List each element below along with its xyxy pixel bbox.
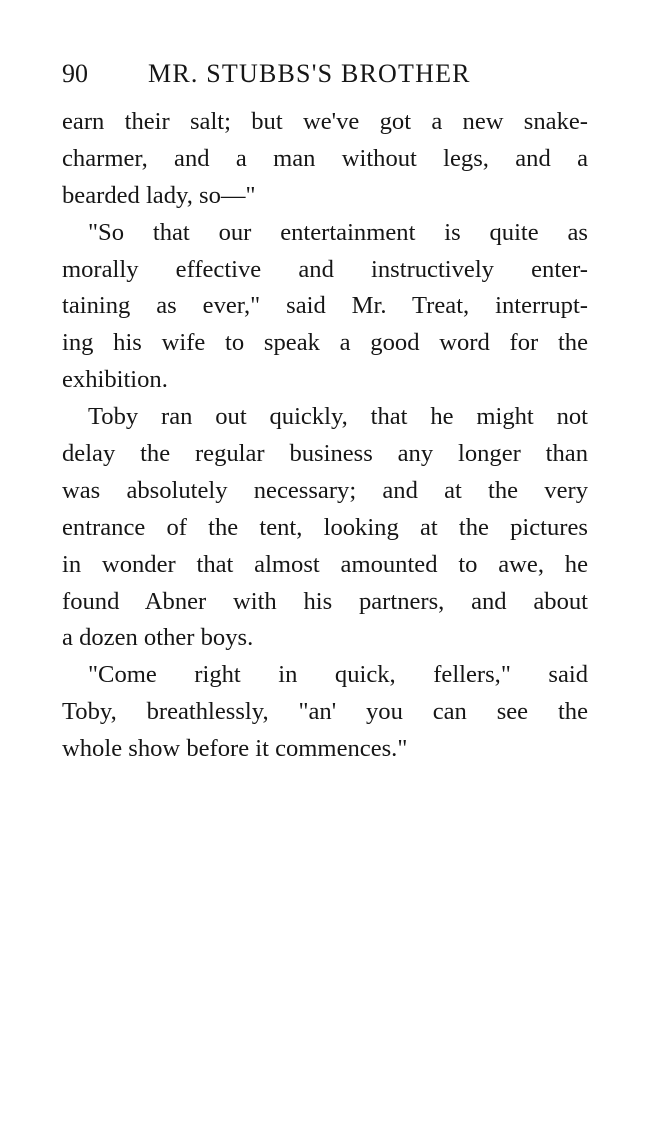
paragraph-2	[62, 215, 588, 399]
text-line: earn their salt; but we've got a new snake-	[62, 108, 588, 135]
paragraph-3	[62, 399, 588, 657]
text-line: taining as ever," said Mr. Treat, interrupt-	[62, 292, 588, 320]
text-line: exhibition.	[62, 366, 168, 394]
text-line: charmer, and a man without legs, and a	[62, 144, 588, 172]
text-line: whole show before it commences."	[62, 735, 408, 763]
book-title: MR. STUBBS'S BROTHER	[148, 59, 471, 88]
text-line: entrance of the tent, looking at the pictures	[62, 513, 588, 541]
text-line: delay the regular business any longer than	[62, 440, 588, 468]
text-line: Toby, breathlessly, "an' you can see the	[62, 698, 588, 726]
text-line: "So that our entertainment is quite as	[88, 218, 588, 246]
text-line: morally effective and instructively enter-	[62, 255, 588, 283]
text-line: bearded lady, so—"	[62, 181, 256, 209]
text-line: in wonder that almost amounted to awe, he	[62, 550, 588, 578]
body-text	[62, 104, 588, 768]
paragraph-1	[62, 104, 588, 215]
text-line: "Come right in quick, fellers," said	[88, 661, 588, 689]
text-line: ing his wife to speak a good word for the	[62, 329, 588, 357]
paragraph-4	[62, 657, 588, 768]
page-number: 90	[62, 59, 88, 88]
text-line: was absolutely necessary; and at the very	[62, 476, 588, 504]
text-line: Toby ran out quickly, that he might not	[88, 403, 588, 431]
running-head	[62, 56, 592, 92]
text-line: found Abner with his partners, and about	[62, 587, 588, 615]
text-line: a dozen other boys.	[62, 624, 254, 652]
